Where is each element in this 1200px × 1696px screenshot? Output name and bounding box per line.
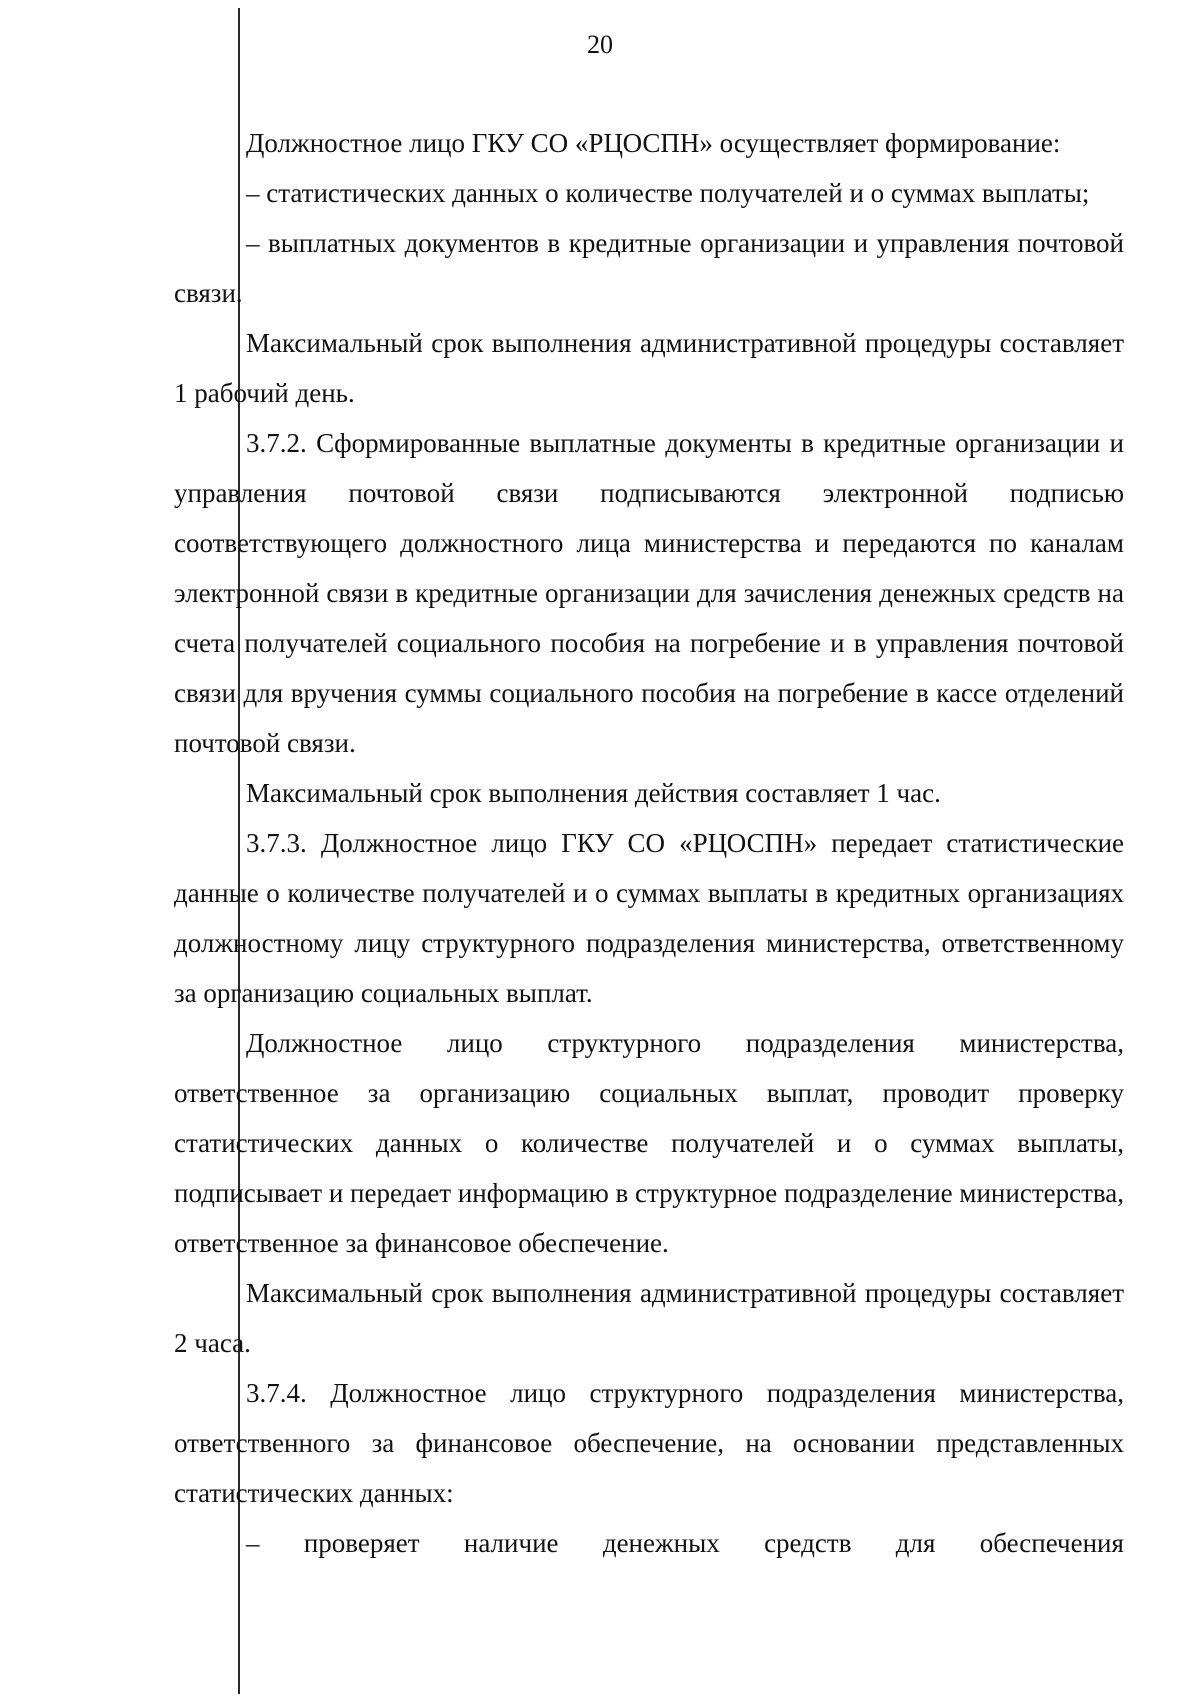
list-dash: – — [246, 1528, 260, 1558]
word: для — [895, 1528, 936, 1558]
paragraph: 3.7.2. Сформированные выплатные документы в кредитные организации и управления почтовой связи подписываются электронной подписью соответствующего должностного лица министерства и передаются по каналам электронной связи в кредитные организации для зачисления денежных средств на счета получателей социального пособия на погребение и в управления почтовой связи для вручения суммы социального пособия на погребение в кассе отделений почтовой связи. — [174, 428, 1124, 758]
paragraph: Должностное лицо структурного подразделения министерства, ответственное за организацию социальных выплат, проводит проверку статистических данных о количестве получателей и о суммах выплаты, подписывает и передает информацию в структурное подразделение министерства, ответственное за финансовое обеспечение. — [174, 1028, 1125, 1258]
paragraph: 3.7.3. Должностное лицо ГКУ СО «РЦОСПН» передает статистические данные о количестве получателей и о суммах выплаты в кредитных организациях должностному лицу структурного подразделения министерства, ответственному за организацию социальных выплат. — [174, 828, 1124, 1008]
paragraph: Максимальный срок выполнения административной процедуры составляет 1 рабочий день. — [174, 328, 1124, 408]
paragraph: Должностное лицо ГКУ СО «РЦОСПН» осуществляет формирование: — [246, 128, 1061, 158]
word: обеспечения — [979, 1528, 1124, 1558]
paragraph: 3.7.4. Должностное лицо структурного подразделения министерства, ответственного за финансовое обеспечение, на основании представленных статистических данных: — [174, 1378, 1124, 1508]
paragraph: Максимальный срок выполнения действия составляет 1 час. — [246, 778, 941, 808]
word: наличие — [463, 1528, 559, 1558]
word: проверяет — [303, 1528, 420, 1558]
paragraph: – выплатных документов в кредитные организации и управления почтовой связи. — [174, 228, 1124, 308]
word: денежных — [602, 1528, 720, 1558]
paragraph: – статистических данных о количестве получателей и о суммах выплаты; — [246, 178, 1090, 208]
list-item-partial — [174, 1518, 1124, 1568]
paragraph: Максимальный срок выполнения административной процедуры составляет 2 часа. — [174, 1278, 1124, 1358]
page-number: 20 — [587, 30, 613, 59]
word: средств — [764, 1528, 852, 1558]
document-body — [174, 118, 1124, 1568]
